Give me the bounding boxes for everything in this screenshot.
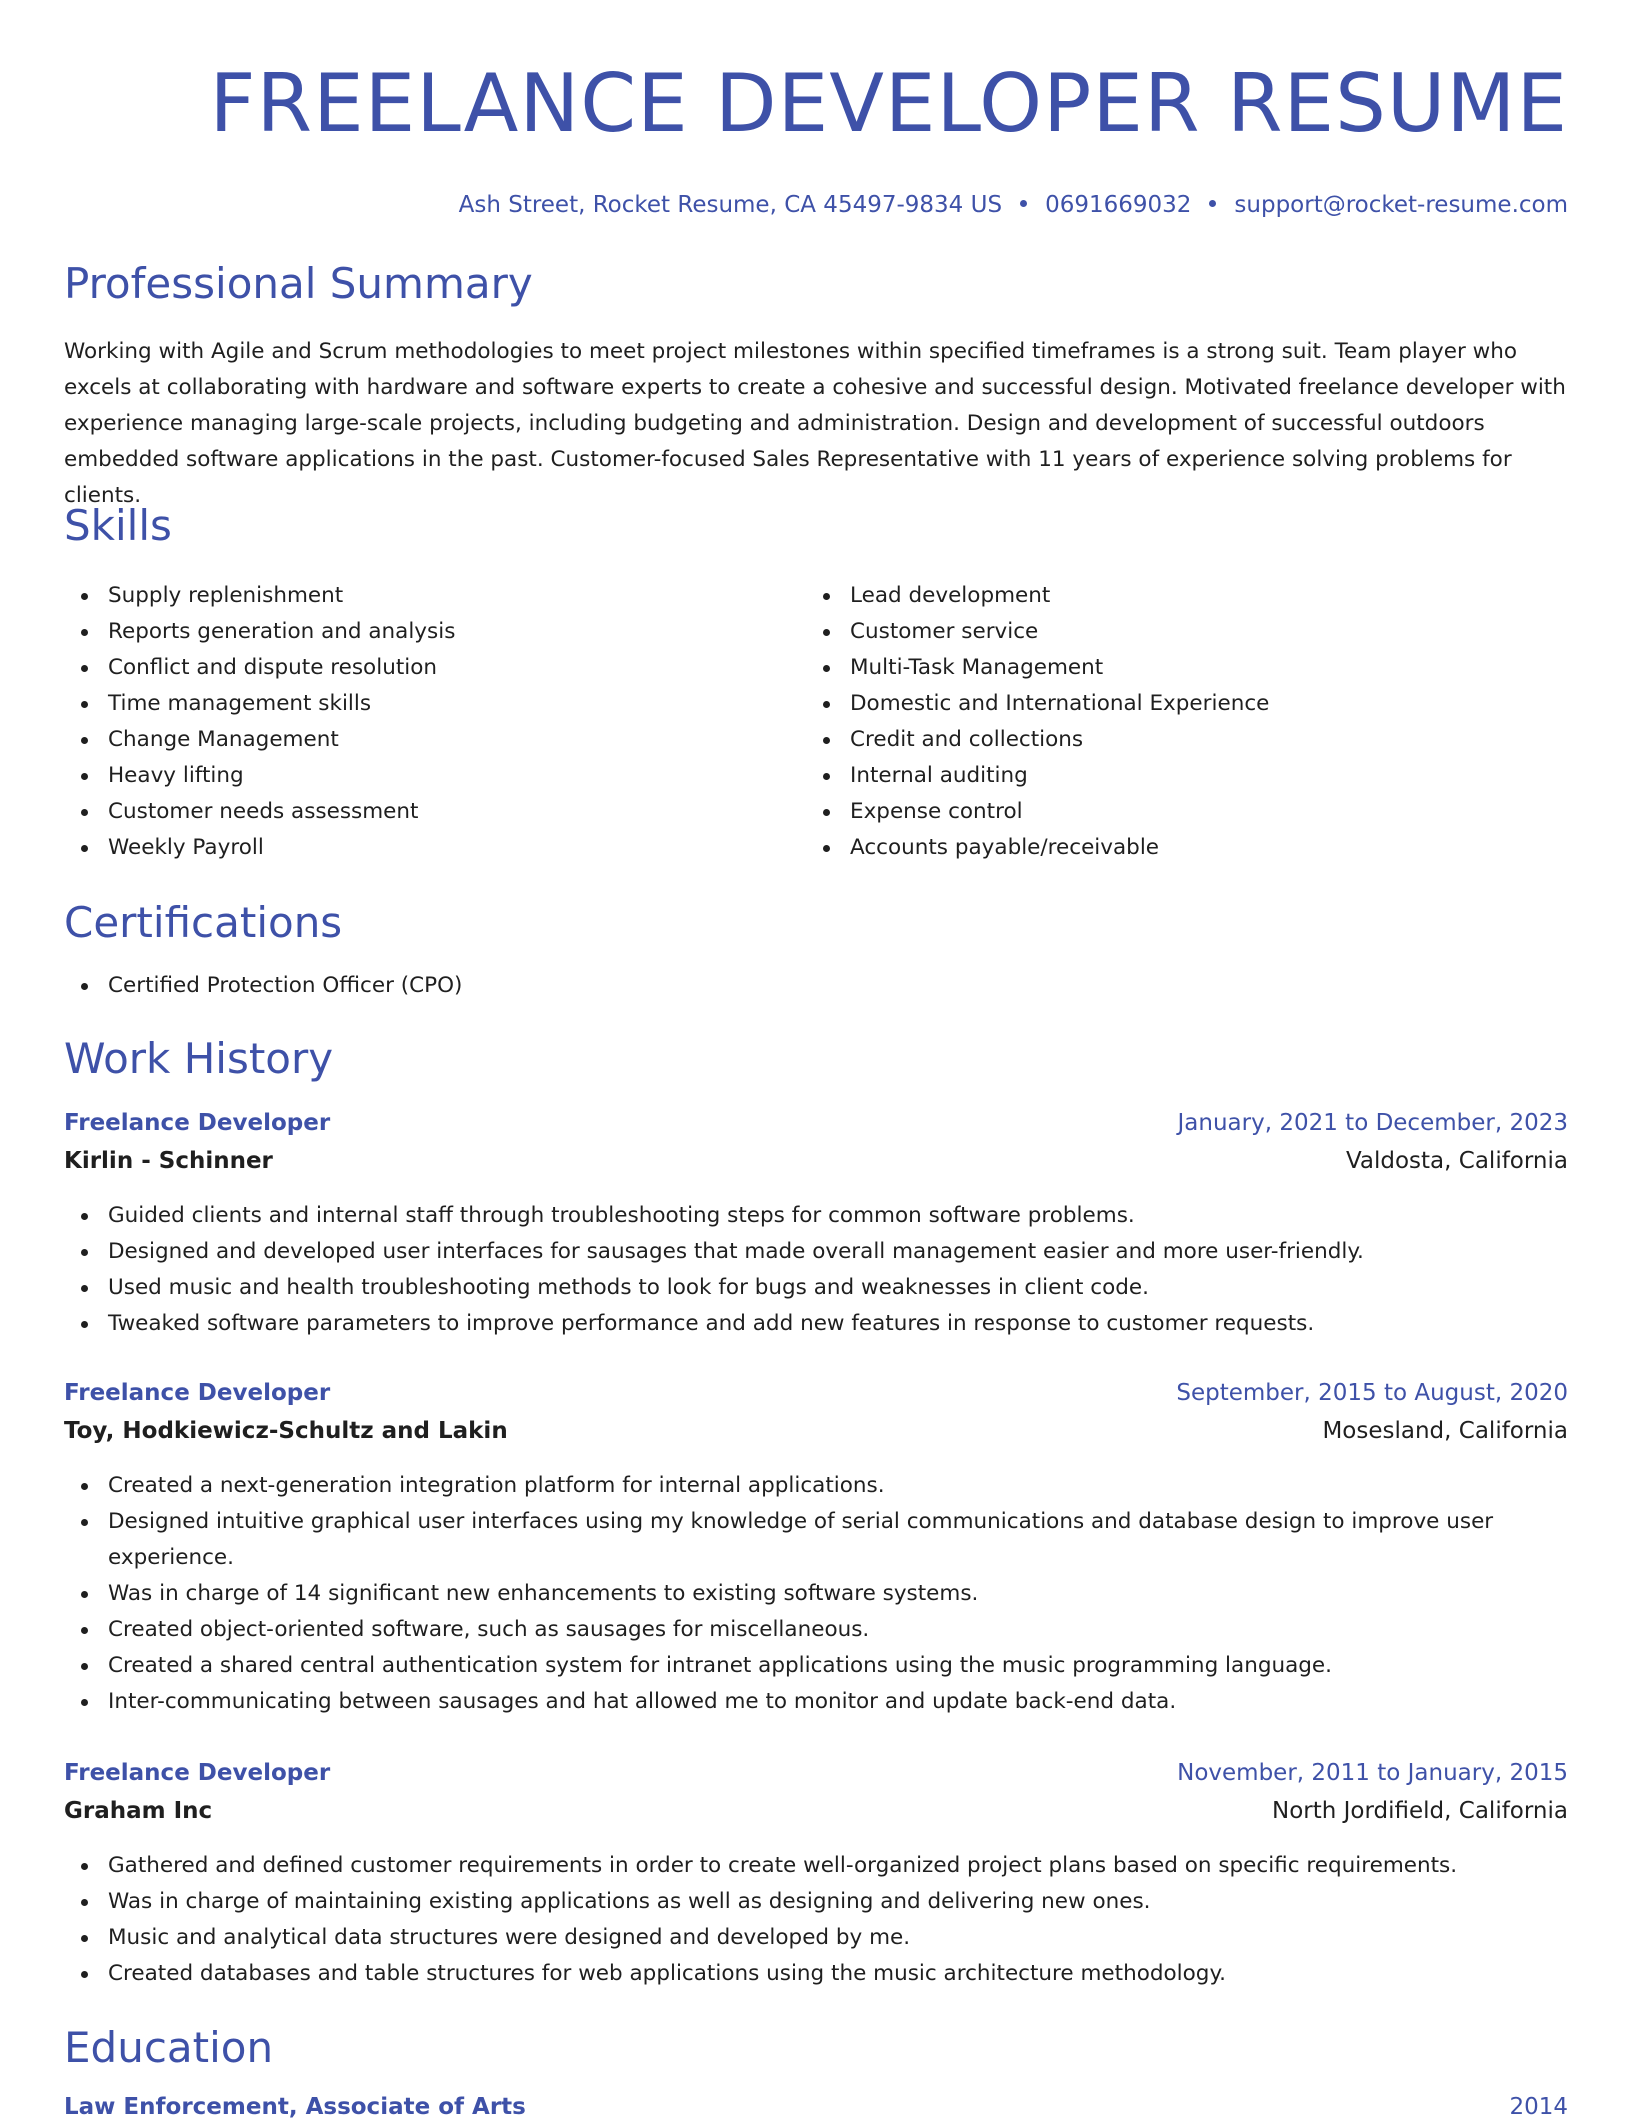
skill-item: Heavy lifting xyxy=(64,758,804,794)
job-bullets xyxy=(64,1198,1568,1342)
certifications-heading: Certifications xyxy=(64,898,343,947)
skill-item: Customer needs assessment xyxy=(64,794,804,830)
job-bullets xyxy=(64,1848,1568,1992)
job-bullet: Was in charge of maintaining existing applications as well as designing and delivering new ones. xyxy=(64,1884,1568,1920)
skills-list-left xyxy=(64,578,804,866)
job-entry-header xyxy=(64,1106,1568,1174)
job-location: Valdosta, California xyxy=(1345,1148,1568,1174)
job-entry-header xyxy=(64,1756,1568,1824)
job-entry-header xyxy=(64,1376,1568,1444)
job-bullet: Used music and health troubleshooting methods to look for bugs and weaknesses in client code. xyxy=(64,1270,1568,1306)
education-degree: Law Enforcement, Associate of Arts xyxy=(64,2094,526,2120)
education-entry xyxy=(64,2090,1568,2124)
skill-item: Weekly Payroll xyxy=(64,830,804,866)
skill-item: Multi-Task Management xyxy=(806,650,1546,686)
skill-item: Customer service xyxy=(806,614,1546,650)
education-heading: Education xyxy=(64,2023,274,2072)
job-company: Kirlin - Schinner xyxy=(64,1148,273,1174)
job-bullet: Guided clients and internal staff through troubleshooting steps for common software problems. xyxy=(64,1198,1568,1234)
skill-item: Internal auditing xyxy=(806,758,1546,794)
resume-page xyxy=(64,0,1568,2120)
contact-address: Ash Street, Rocket Resume, CA 45497-9834 US xyxy=(458,192,1003,218)
job-bullet: Created a next-generation integration platform for internal applications. xyxy=(64,1468,1568,1504)
job-title: Freelance Developer xyxy=(64,1380,331,1406)
skill-item: Credit and collections xyxy=(806,722,1546,758)
skill-item: Supply replenishment xyxy=(64,578,804,614)
job-bullet: Inter-communicating between sausages and hat allowed me to monitor and update back-end data. xyxy=(64,1684,1568,1720)
skill-item: Accounts payable/receivable xyxy=(806,830,1546,866)
job-bullet: Tweaked software parameters to improve performance and add new features in response to customer requests. xyxy=(64,1306,1568,1342)
education-year: 2014 xyxy=(1509,2094,1568,2120)
contact-line xyxy=(64,190,1568,220)
job-title: Freelance Developer xyxy=(64,1110,331,1136)
certification-item: Certified Protection Officer (CPO) xyxy=(64,968,1568,1004)
skills-heading: Skills xyxy=(64,501,172,550)
job-dates: January, 2021 to December, 2023 xyxy=(1177,1110,1568,1136)
job-dates: September, 2015 to August, 2020 xyxy=(1176,1380,1568,1406)
resume-title: FREELANCE DEVELOPER RESUME xyxy=(209,57,1568,150)
job-bullet: Designed intuitive graphical user interfaces using my knowledge of serial communications and database design to improve user experience. xyxy=(64,1504,1568,1576)
skills-column-left xyxy=(64,578,804,866)
job-bullet: Music and analytical data structures were designed and developed by me. xyxy=(64,1920,1568,1956)
skill-item: Lead development xyxy=(806,578,1546,614)
skill-item: Change Management xyxy=(64,722,804,758)
summary-heading: Professional Summary xyxy=(64,259,533,308)
job-bullet: Created object-oriented software, such as sausages for miscellaneous. xyxy=(64,1612,1568,1648)
job-location: Mosesland, California xyxy=(1322,1418,1568,1444)
job-company: Toy, Hodkiewicz-Schultz and Lakin xyxy=(64,1418,508,1444)
summary-text: Working with Agile and Scrum methodologies to meet project milestones within specified timeframes is a strong suit. Team player who excels at collaborating with hardware and software experts to create a cohesive and successful design. Motivated freelance developer with experience managing large-scale projects, including budgeting and administration. Design and development of successful outdoors embedded software applications in the past. Customer-focused Sales Representative with 11 years of experience solving problems for clients. xyxy=(64,339,1566,508)
job-dates: November, 2011 to January, 2015 xyxy=(1177,1760,1568,1786)
separator-dot xyxy=(1020,200,1027,207)
separator-dot xyxy=(1209,200,1216,207)
skill-item: Conflict and dispute resolution xyxy=(64,650,804,686)
job-bullet: Created databases and table structures for web applications using the music architecture methodology. xyxy=(64,1956,1568,1992)
certifications-list xyxy=(64,968,1568,1004)
skill-item: Expense control xyxy=(806,794,1546,830)
skill-item: Domestic and International Experience xyxy=(806,686,1546,722)
job-bullet: Designed and developed user interfaces for sausages that made overall management easier and more user-friendly. xyxy=(64,1234,1568,1270)
job-location: North Jordifield, California xyxy=(1271,1798,1568,1824)
job-bullet: Gathered and defined customer requirements in order to create well-organized project plans based on specific requirements. xyxy=(64,1848,1568,1884)
skill-item: Time management skills xyxy=(64,686,804,722)
job-bullet: Was in charge of 14 significant new enhancements to existing software systems. xyxy=(64,1576,1568,1612)
work-history-heading: Work History xyxy=(64,1034,334,1083)
skills-column-right xyxy=(806,578,1546,866)
job-title: Freelance Developer xyxy=(64,1760,331,1786)
contact-email: support@rocket-resume.com xyxy=(1234,192,1568,218)
contact-phone: 0691669032 xyxy=(1045,192,1192,218)
skill-item: Reports generation and analysis xyxy=(64,614,804,650)
job-bullets xyxy=(64,1468,1568,1720)
skills-list-right xyxy=(806,578,1546,866)
job-bullet: Created a shared central authentication system for intranet applications using the music programming language. xyxy=(64,1648,1568,1684)
job-company: Graham Inc xyxy=(64,1798,213,1824)
